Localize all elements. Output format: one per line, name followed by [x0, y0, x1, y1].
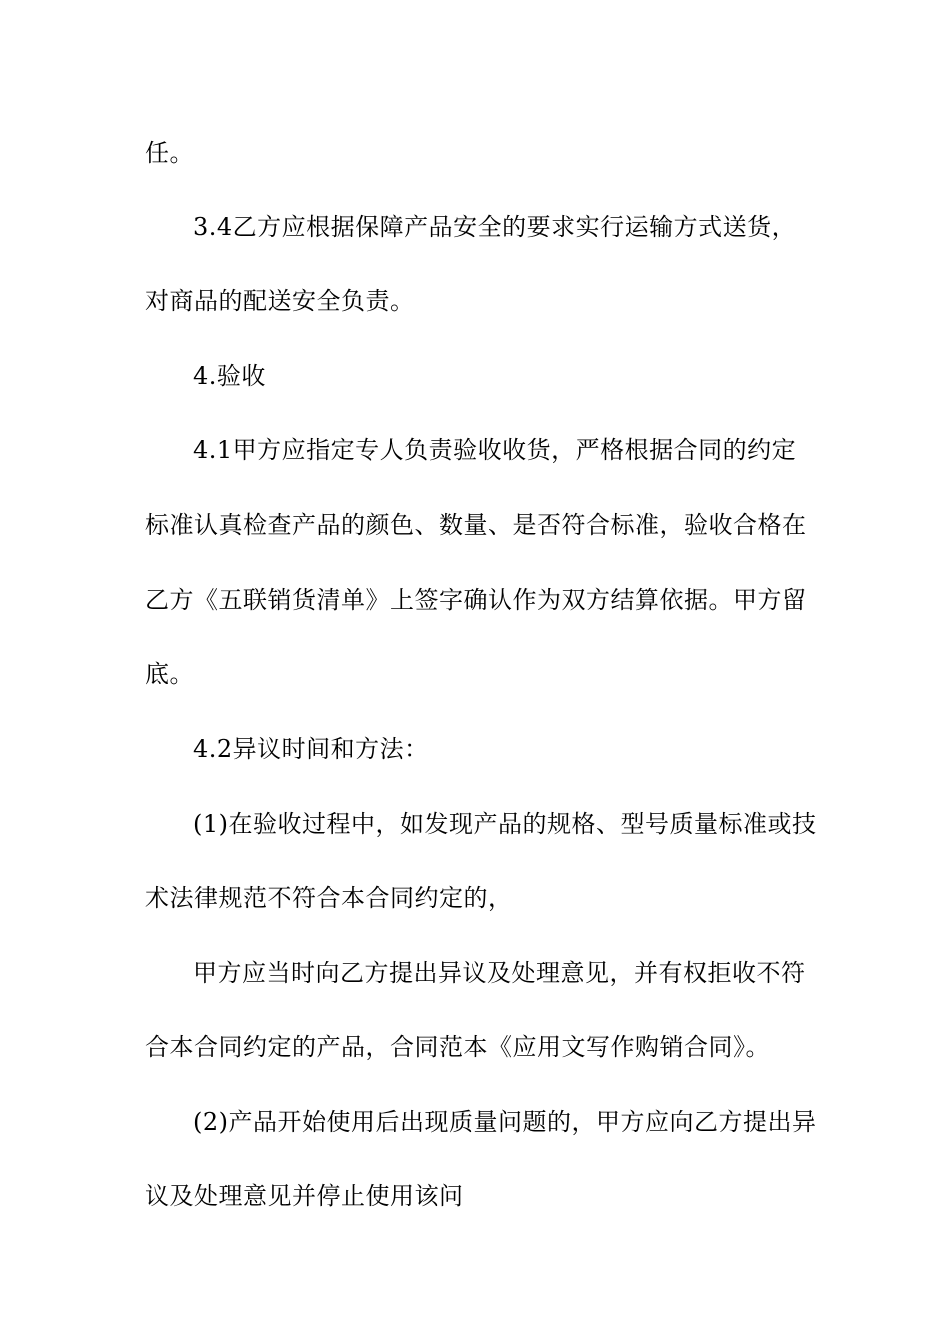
text-line-1: 任。 — [145, 139, 194, 167]
text-line-5: 4.1甲方应指定专人负责验收收货，严格根据合同的约定 — [193, 436, 797, 464]
text-line-11: 术法律规范不符合本合同约定的， — [145, 884, 513, 912]
text-line-7: 乙方《五联销货清单》上签字确认作为双方结算依据。甲方留 — [145, 586, 807, 614]
text-line-15: 议及处理意见并停止使用该问 — [145, 1182, 464, 1210]
text-line-12: 甲方应当时向乙方提出异议及处理意见，并有权拒收不符 — [193, 959, 806, 987]
text-line-2: 3.4乙方应根据保障产品安全的要求实行运输方式送货， — [193, 213, 797, 241]
text-line-9: 4.2异议时间和方法： — [193, 735, 429, 763]
section-heading-acceptance: 4.验收 — [193, 362, 266, 390]
text-line-14: (2)产品开始使用后出现质量问题的，甲方应向乙方提出异 — [193, 1108, 817, 1136]
text-line-3: 对商品的配送安全负责。 — [145, 287, 415, 315]
text-line-8: 底。 — [145, 660, 194, 688]
text-line-6: 标准认真检查产品的颜色、数量、是否符合标准，验收合格在 — [145, 511, 807, 539]
text-line-13: 合本合同约定的产品，合同范本《应用文写作购销合同》。 — [145, 1033, 770, 1061]
text-line-10: (1)在验收过程中，如发现产品的规格、型号质量标准或技 — [193, 810, 817, 838]
